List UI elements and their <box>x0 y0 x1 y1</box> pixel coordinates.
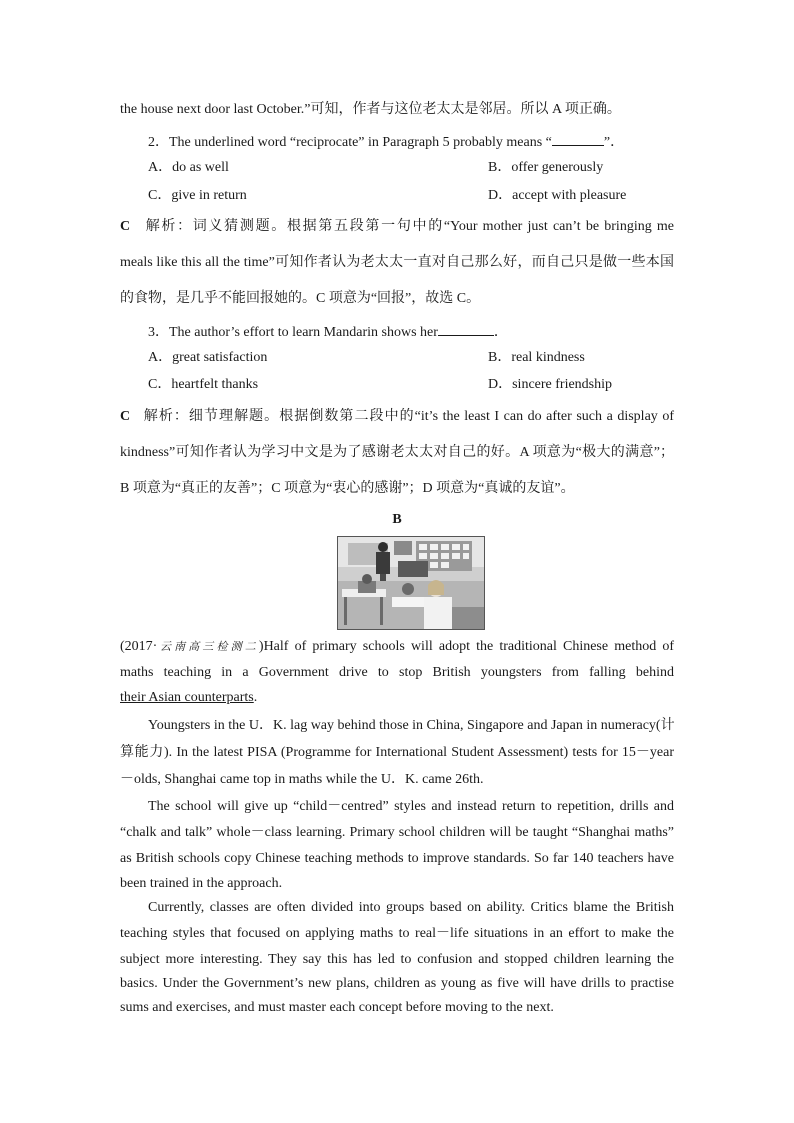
passage-b-para-2-line-3: －olds, Shanghai came top in maths while the U．K. came 26th. <box>120 772 484 787</box>
question-3-analysis-text-1: 解析：细节理解题。根据倒数第二段中的“it’s the least I can do after such a display of <box>143 409 674 424</box>
passage-b-para-1-line-2: maths teaching in a Government drive to stop British youngsters from falling behind <box>120 665 674 680</box>
section-title: B <box>392 512 402 527</box>
passage-b-para-4-line-1: Currently, classes are often divided into groups based on ability. Critics blame the British <box>148 900 674 915</box>
question-3-stem-end: ． <box>493 325 508 340</box>
passage-b-para-4-line-4: basics. Under the Government’s new plans, children as young as five will have drills to practise <box>120 976 674 991</box>
passage-b-para-3-line-1: The school will give up “child－centred” styles and instead return to repetition, drills and <box>148 799 674 814</box>
question-2-option-c: C．give in return <box>148 188 247 203</box>
passage-b-para-3-line-4: been trained in the approach. <box>120 876 283 891</box>
question-3-option-b: B．real kindness <box>488 350 585 365</box>
question-3-option-c: C．heartfelt thanks <box>148 377 259 392</box>
question-3-stem-text: 3．The author’s effort to learn Mandarin shows her <box>148 325 438 340</box>
question-3-answer: C <box>120 409 131 424</box>
question-2-analysis-line-2: meals like this all the time”可知作者认为老太太一直对自己那么好，而自己只是做一些本国 <box>120 255 674 270</box>
passage-b-para-3-line-2: “chalk and talk” whole－class learning. Primary school children will be taught “Shanghai maths” <box>120 825 674 840</box>
source-note-region: 云南高三检测二 <box>157 641 259 653</box>
question-2-option-a: A．do as well <box>148 160 229 175</box>
passage-b-para-4-line-5: sums and exercises, and must master each concept before moving to the next. <box>120 1000 554 1015</box>
para-1-text-1: Half of primary schools will adopt the traditional Chinese method of <box>263 639 675 654</box>
question-2-stem <box>148 131 624 153</box>
prev-analysis-continuation: the house next door last October.”可知，作者与这位老太太是邻居。所以 A 项正确。 <box>120 102 621 117</box>
passage-b-para-4-line-2: teaching styles that focused on applying maths to real－life situations in an effort to make the <box>120 926 674 941</box>
question-2-analysis-line-1 <box>120 217 674 237</box>
answer-blank <box>552 131 604 146</box>
para-1-end-punct: . <box>253 690 258 705</box>
question-3-analysis-line-3: B 项意为“真正的友善”；C 项意为“衷心的感谢”；D 项意为“真诚的友谊”。 <box>120 481 575 496</box>
question-2-stem-text: 2．The underlined word “reciprocate” in Paragraph 5 probably means “ <box>148 135 552 150</box>
question-3-analysis-line-1 <box>120 407 674 427</box>
classroom-photo <box>337 536 485 630</box>
classroom-photo-illustration <box>338 537 484 629</box>
passage-b-para-4-line-3: subject more interesting. They say this has led to confusion and stopped children learning the <box>120 952 674 967</box>
passage-b-para-1-line-1 <box>120 637 674 657</box>
question-2-answer: C <box>120 219 131 234</box>
question-3-stem <box>148 321 508 343</box>
passage-b-para-1-line-3 <box>120 688 257 708</box>
answer-blank <box>438 321 494 336</box>
question-3-option-d: D．sincere friendship <box>488 377 613 392</box>
passage-b-para-3-line-3: as British schools copy Chinese teaching methods to improve standards. So far 140 teachers have <box>120 851 674 866</box>
passage-b-para-2-line-1: Youngsters in the U．K. lag way behind those in China, Singapore and Japan in numeracy(计 <box>148 718 675 733</box>
question-2-analysis-line-3: 的食物，是几乎不能回报她的。C 项意为“回报”，故选 C。 <box>120 291 481 306</box>
question-2-stem-end: ”． <box>603 135 625 150</box>
source-note: (2017·云南高三检测二) <box>120 639 264 654</box>
question-2-analysis-text-1: 解析：词义猜测题。根据第五段第一句中的“Your mother just can’t be bringing me <box>145 219 675 234</box>
underlined-phrase: their Asian counterparts <box>120 690 254 705</box>
question-2-option-b: B．offer generously <box>488 160 604 175</box>
question-2-option-d: D．accept with pleasure <box>488 188 627 203</box>
question-3-analysis-line-2: kindness”可知作者认为学习中文是为了感谢老太太对自己的好。A 项意为“极大的满意”； <box>120 445 674 460</box>
question-3-option-a: A．great satisfaction <box>148 350 268 365</box>
passage-b-para-2-line-2: 算能力). In the latest PISA (Programme for International Student Assessment) tests for 15－year <box>120 745 674 760</box>
